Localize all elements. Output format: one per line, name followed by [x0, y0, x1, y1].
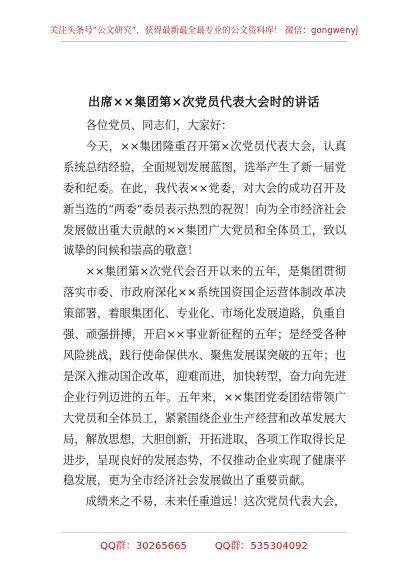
header-divider: [61, 41, 347, 42]
document-body: [63, 116, 346, 513]
body-paragraph: 成绩来之不易，未来任重道远！这次党员代表大会，: [85, 495, 346, 509]
footer-qq-group-1: QQ群：30265665: [100, 541, 187, 552]
footer-qq-group-2: QQ群：535304092: [214, 541, 308, 552]
header-banner: 关注头条号“公文研究”，获得最新最全最专业的公文资料库！ 微信：gongwenyj: [49, 26, 359, 36]
footer-qq-groups: [0, 537, 408, 552]
body-paragraph: ××集团第×次党代会召开以来的五年，是集团贯彻落实市委、市政府深化××系统国资国企运营体制改革决策部署，着眼集团化、专业化、市场化发展道路，负重自强、顽强拼搏，开启××事业新征程的五年；是经受各种风险挑战，践行使命保供水、聚焦发展谋突破的五年；也是深入推动国企改革，迎难而进，加快转型，奋力向先进企业行列迈进的五年。五年来，××集团党委团结带领广大党员和全体员工，紧紧围绕企业生产经营和改革发展大局，解放思想，大胆创新，开拓进取，各项工作取得长足进步，呈现良好的发展态势，不仅推动企业实现了健康平稳发展，更为全市经济社会发展做出了重要贡献。: [63, 265, 346, 488]
salutation-paragraph: 各位党员、同志们，大家好：: [85, 119, 233, 132]
footer-divider: [61, 532, 347, 533]
body-paragraph: 今天，××集团隆重召开第×次党员代表大会，认真系统总结经验，全面规划发展蓝图，选举产生了新一届党委和纪委。在此，我代表××党委，对大会的成功召开及新当选的“两委”委员表示热烈的祝贺！向为全市经济社会发展做出重大贡献的××集团广大党员和全体员工，致以诚挚的问候和崇高的敬意！: [63, 139, 346, 258]
document-title: 出席××集团第×次党员代表大会时的讲话: [88, 95, 320, 109]
